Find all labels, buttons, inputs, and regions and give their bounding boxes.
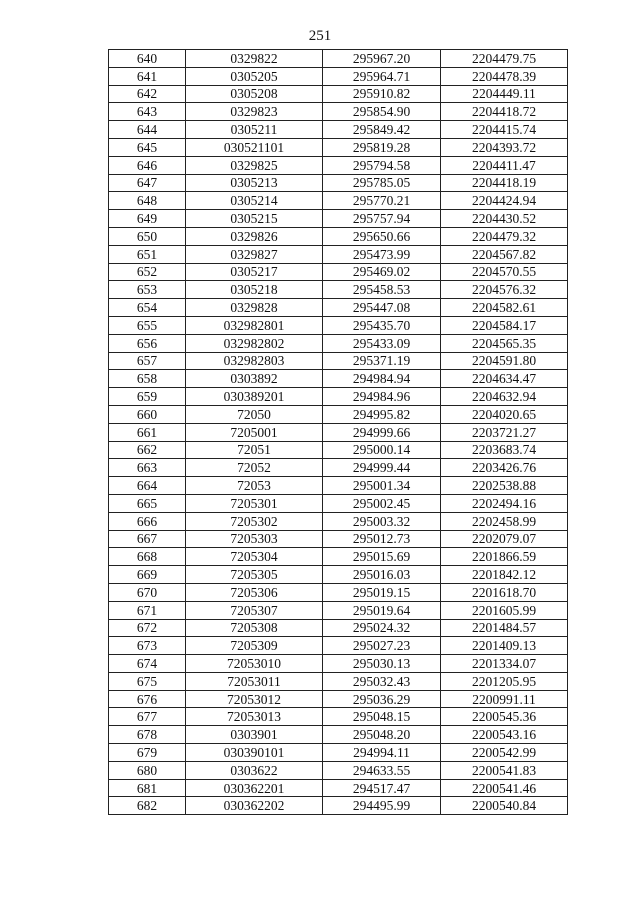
x-coordinate-cell: 295001.34 bbox=[323, 477, 441, 495]
x-coordinate-cell: 295435.70 bbox=[323, 316, 441, 334]
x-coordinate-cell: 295964.71 bbox=[323, 67, 441, 85]
table-row bbox=[109, 352, 568, 370]
point-code-cell: 032982803 bbox=[186, 352, 323, 370]
y-coordinate-cell: 2201866.59 bbox=[441, 548, 568, 566]
point-number-cell: 676 bbox=[109, 690, 186, 708]
point-number-cell: 648 bbox=[109, 192, 186, 210]
y-coordinate-cell: 2200540.84 bbox=[441, 797, 568, 815]
point-code-cell: 030362202 bbox=[186, 797, 323, 815]
table-row bbox=[109, 744, 568, 762]
x-coordinate-cell: 295015.69 bbox=[323, 548, 441, 566]
table-row bbox=[109, 423, 568, 441]
point-number-cell: 662 bbox=[109, 441, 186, 459]
table-row bbox=[109, 174, 568, 192]
x-coordinate-cell: 295019.64 bbox=[323, 601, 441, 619]
point-number-cell: 672 bbox=[109, 619, 186, 637]
table-row bbox=[109, 619, 568, 637]
table-row bbox=[109, 316, 568, 334]
y-coordinate-cell: 2204393.72 bbox=[441, 138, 568, 156]
y-coordinate-cell: 2204582.61 bbox=[441, 299, 568, 317]
point-code-cell: 0305208 bbox=[186, 85, 323, 103]
x-coordinate-cell: 295967.20 bbox=[323, 50, 441, 68]
x-coordinate-cell: 295785.05 bbox=[323, 174, 441, 192]
x-coordinate-cell: 295027.23 bbox=[323, 637, 441, 655]
table-row bbox=[109, 334, 568, 352]
y-coordinate-cell: 2204430.52 bbox=[441, 210, 568, 228]
page-number: 251 bbox=[308, 28, 332, 44]
y-coordinate-cell: 2200541.46 bbox=[441, 779, 568, 797]
point-code-cell: 0305211 bbox=[186, 121, 323, 139]
point-code-cell: 0329822 bbox=[186, 50, 323, 68]
point-code-cell: 72052 bbox=[186, 459, 323, 477]
y-coordinate-cell: 2204584.17 bbox=[441, 316, 568, 334]
table-row bbox=[109, 708, 568, 726]
y-coordinate-cell: 2201484.57 bbox=[441, 619, 568, 637]
table-row bbox=[109, 103, 568, 121]
y-coordinate-cell: 2200545.36 bbox=[441, 708, 568, 726]
point-number-cell: 664 bbox=[109, 477, 186, 495]
x-coordinate-cell: 294495.99 bbox=[323, 797, 441, 815]
point-code-cell: 0329827 bbox=[186, 245, 323, 263]
table-row bbox=[109, 583, 568, 601]
y-coordinate-cell: 2201605.99 bbox=[441, 601, 568, 619]
point-number-cell: 650 bbox=[109, 227, 186, 245]
x-coordinate-cell: 295371.19 bbox=[323, 352, 441, 370]
point-code-cell: 7205303 bbox=[186, 530, 323, 548]
x-coordinate-cell: 294999.44 bbox=[323, 459, 441, 477]
point-code-cell: 0305218 bbox=[186, 281, 323, 299]
table-row bbox=[109, 121, 568, 139]
y-coordinate-cell: 2204567.82 bbox=[441, 245, 568, 263]
point-number-cell: 659 bbox=[109, 388, 186, 406]
point-code-cell: 7205309 bbox=[186, 637, 323, 655]
point-code-cell: 0305217 bbox=[186, 263, 323, 281]
y-coordinate-cell: 2201205.95 bbox=[441, 672, 568, 690]
point-number-cell: 653 bbox=[109, 281, 186, 299]
point-code-cell: 030389201 bbox=[186, 388, 323, 406]
table-row bbox=[109, 761, 568, 779]
y-coordinate-cell: 2204479.32 bbox=[441, 227, 568, 245]
point-number-cell: 660 bbox=[109, 405, 186, 423]
point-code-cell: 0305213 bbox=[186, 174, 323, 192]
x-coordinate-cell: 295002.45 bbox=[323, 494, 441, 512]
point-number-cell: 667 bbox=[109, 530, 186, 548]
table-row bbox=[109, 637, 568, 655]
table-row bbox=[109, 494, 568, 512]
table-row bbox=[109, 263, 568, 281]
point-number-cell: 649 bbox=[109, 210, 186, 228]
table-row bbox=[109, 370, 568, 388]
table-row bbox=[109, 441, 568, 459]
x-coordinate-cell: 295030.13 bbox=[323, 655, 441, 673]
table-row bbox=[109, 227, 568, 245]
y-coordinate-cell: 2204570.55 bbox=[441, 263, 568, 281]
point-number-cell: 651 bbox=[109, 245, 186, 263]
x-coordinate-cell: 294994.11 bbox=[323, 744, 441, 762]
x-coordinate-cell: 295469.02 bbox=[323, 263, 441, 281]
x-coordinate-cell: 295819.28 bbox=[323, 138, 441, 156]
table-row bbox=[109, 779, 568, 797]
point-number-cell: 643 bbox=[109, 103, 186, 121]
x-coordinate-cell: 294984.94 bbox=[323, 370, 441, 388]
table-row bbox=[109, 690, 568, 708]
table-row bbox=[109, 156, 568, 174]
table-row bbox=[109, 192, 568, 210]
point-code-cell: 032982802 bbox=[186, 334, 323, 352]
x-coordinate-cell: 295003.32 bbox=[323, 512, 441, 530]
y-coordinate-cell: 2200541.83 bbox=[441, 761, 568, 779]
x-coordinate-cell: 295757.94 bbox=[323, 210, 441, 228]
y-coordinate-cell: 2202458.99 bbox=[441, 512, 568, 530]
y-coordinate-cell: 2204449.11 bbox=[441, 85, 568, 103]
point-number-cell: 642 bbox=[109, 85, 186, 103]
y-coordinate-cell: 2204418.19 bbox=[441, 174, 568, 192]
point-number-cell: 665 bbox=[109, 494, 186, 512]
point-number-cell: 677 bbox=[109, 708, 186, 726]
point-number-cell: 675 bbox=[109, 672, 186, 690]
point-code-cell: 7205304 bbox=[186, 548, 323, 566]
table-row bbox=[109, 512, 568, 530]
point-number-cell: 674 bbox=[109, 655, 186, 673]
y-coordinate-cell: 2201334.07 bbox=[441, 655, 568, 673]
y-coordinate-cell: 2200543.16 bbox=[441, 726, 568, 744]
point-code-cell: 7205307 bbox=[186, 601, 323, 619]
y-coordinate-cell: 2201409.13 bbox=[441, 637, 568, 655]
x-coordinate-cell: 294984.96 bbox=[323, 388, 441, 406]
y-coordinate-cell: 2204415.74 bbox=[441, 121, 568, 139]
point-code-cell: 72053012 bbox=[186, 690, 323, 708]
table-row bbox=[109, 299, 568, 317]
point-code-cell: 7205301 bbox=[186, 494, 323, 512]
table-row bbox=[109, 138, 568, 156]
point-number-cell: 670 bbox=[109, 583, 186, 601]
point-number-cell: 678 bbox=[109, 726, 186, 744]
point-code-cell: 0329823 bbox=[186, 103, 323, 121]
y-coordinate-cell: 2201618.70 bbox=[441, 583, 568, 601]
x-coordinate-cell: 295000.14 bbox=[323, 441, 441, 459]
point-code-cell: 0305214 bbox=[186, 192, 323, 210]
point-code-cell: 032982801 bbox=[186, 316, 323, 334]
point-number-cell: 661 bbox=[109, 423, 186, 441]
point-number-cell: 669 bbox=[109, 566, 186, 584]
table-row bbox=[109, 85, 568, 103]
y-coordinate-cell: 2202079.07 bbox=[441, 530, 568, 548]
y-coordinate-cell: 2202494.16 bbox=[441, 494, 568, 512]
y-coordinate-cell: 2204634.47 bbox=[441, 370, 568, 388]
y-coordinate-cell: 2201842.12 bbox=[441, 566, 568, 584]
point-code-cell: 0303622 bbox=[186, 761, 323, 779]
y-coordinate-cell: 2203683.74 bbox=[441, 441, 568, 459]
table-row bbox=[109, 548, 568, 566]
x-coordinate-cell: 295024.32 bbox=[323, 619, 441, 637]
point-number-cell: 668 bbox=[109, 548, 186, 566]
point-number-cell: 652 bbox=[109, 263, 186, 281]
table-row bbox=[109, 50, 568, 68]
y-coordinate-cell: 2204418.72 bbox=[441, 103, 568, 121]
point-code-cell: 72053013 bbox=[186, 708, 323, 726]
point-code-cell: 0303901 bbox=[186, 726, 323, 744]
point-code-cell: 0329826 bbox=[186, 227, 323, 245]
x-coordinate-cell: 295036.29 bbox=[323, 690, 441, 708]
point-code-cell: 0305205 bbox=[186, 67, 323, 85]
point-code-cell: 72053010 bbox=[186, 655, 323, 673]
point-number-cell: 673 bbox=[109, 637, 186, 655]
point-number-cell: 682 bbox=[109, 797, 186, 815]
point-number-cell: 671 bbox=[109, 601, 186, 619]
y-coordinate-cell: 2204020.65 bbox=[441, 405, 568, 423]
y-coordinate-cell: 2200542.99 bbox=[441, 744, 568, 762]
coordinates-table-body bbox=[109, 50, 568, 815]
point-number-cell: 645 bbox=[109, 138, 186, 156]
x-coordinate-cell: 295854.90 bbox=[323, 103, 441, 121]
table-row bbox=[109, 388, 568, 406]
table-row bbox=[109, 281, 568, 299]
x-coordinate-cell: 295650.66 bbox=[323, 227, 441, 245]
x-coordinate-cell: 295458.53 bbox=[323, 281, 441, 299]
point-number-cell: 679 bbox=[109, 744, 186, 762]
x-coordinate-cell: 294633.55 bbox=[323, 761, 441, 779]
x-coordinate-cell: 295048.20 bbox=[323, 726, 441, 744]
table-row bbox=[109, 655, 568, 673]
table-row bbox=[109, 601, 568, 619]
x-coordinate-cell: 294995.82 bbox=[323, 405, 441, 423]
x-coordinate-cell: 295032.43 bbox=[323, 672, 441, 690]
y-coordinate-cell: 2204411.47 bbox=[441, 156, 568, 174]
table-row bbox=[109, 530, 568, 548]
x-coordinate-cell: 295794.58 bbox=[323, 156, 441, 174]
point-number-cell: 656 bbox=[109, 334, 186, 352]
point-code-cell: 7205305 bbox=[186, 566, 323, 584]
point-number-cell: 681 bbox=[109, 779, 186, 797]
x-coordinate-cell: 295048.15 bbox=[323, 708, 441, 726]
x-coordinate-cell: 295433.09 bbox=[323, 334, 441, 352]
x-coordinate-cell: 295012.73 bbox=[323, 530, 441, 548]
point-number-cell: 646 bbox=[109, 156, 186, 174]
x-coordinate-cell: 295770.21 bbox=[323, 192, 441, 210]
y-coordinate-cell: 2204591.80 bbox=[441, 352, 568, 370]
point-code-cell: 0305215 bbox=[186, 210, 323, 228]
point-number-cell: 654 bbox=[109, 299, 186, 317]
table-row bbox=[109, 477, 568, 495]
x-coordinate-cell: 295910.82 bbox=[323, 85, 441, 103]
y-coordinate-cell: 2203426.76 bbox=[441, 459, 568, 477]
point-code-cell: 7205001 bbox=[186, 423, 323, 441]
point-code-cell: 72051 bbox=[186, 441, 323, 459]
x-coordinate-cell: 295849.42 bbox=[323, 121, 441, 139]
y-coordinate-cell: 2202538.88 bbox=[441, 477, 568, 495]
point-code-cell: 0303892 bbox=[186, 370, 323, 388]
y-coordinate-cell: 2203721.27 bbox=[441, 423, 568, 441]
point-number-cell: 663 bbox=[109, 459, 186, 477]
y-coordinate-cell: 2204576.32 bbox=[441, 281, 568, 299]
point-code-cell: 72053011 bbox=[186, 672, 323, 690]
point-code-cell: 030362201 bbox=[186, 779, 323, 797]
point-number-cell: 655 bbox=[109, 316, 186, 334]
point-number-cell: 658 bbox=[109, 370, 186, 388]
x-coordinate-cell: 294999.66 bbox=[323, 423, 441, 441]
point-code-cell: 030390101 bbox=[186, 744, 323, 762]
point-code-cell: 72053 bbox=[186, 477, 323, 495]
y-coordinate-cell: 2204479.75 bbox=[441, 50, 568, 68]
point-code-cell: 7205306 bbox=[186, 583, 323, 601]
y-coordinate-cell: 2204565.35 bbox=[441, 334, 568, 352]
point-number-cell: 641 bbox=[109, 67, 186, 85]
x-coordinate-cell: 295447.08 bbox=[323, 299, 441, 317]
point-code-cell: 7205302 bbox=[186, 512, 323, 530]
x-coordinate-cell: 295019.15 bbox=[323, 583, 441, 601]
point-number-cell: 680 bbox=[109, 761, 186, 779]
table-row bbox=[109, 672, 568, 690]
table-row bbox=[109, 566, 568, 584]
x-coordinate-cell: 295473.99 bbox=[323, 245, 441, 263]
point-number-cell: 647 bbox=[109, 174, 186, 192]
table-row bbox=[109, 67, 568, 85]
table-row bbox=[109, 797, 568, 815]
y-coordinate-cell: 2204424.94 bbox=[441, 192, 568, 210]
y-coordinate-cell: 2204478.39 bbox=[441, 67, 568, 85]
x-coordinate-cell: 294517.47 bbox=[323, 779, 441, 797]
coordinates-table bbox=[108, 49, 568, 815]
point-number-cell: 644 bbox=[109, 121, 186, 139]
point-number-cell: 657 bbox=[109, 352, 186, 370]
point-code-cell: 72050 bbox=[186, 405, 323, 423]
point-code-cell: 7205308 bbox=[186, 619, 323, 637]
table-row bbox=[109, 459, 568, 477]
table-row bbox=[109, 210, 568, 228]
table-row bbox=[109, 245, 568, 263]
y-coordinate-cell: 2200991.11 bbox=[441, 690, 568, 708]
table-row bbox=[109, 405, 568, 423]
point-code-cell: 0329825 bbox=[186, 156, 323, 174]
point-number-cell: 666 bbox=[109, 512, 186, 530]
point-code-cell: 030521101 bbox=[186, 138, 323, 156]
table-row bbox=[109, 726, 568, 744]
x-coordinate-cell: 295016.03 bbox=[323, 566, 441, 584]
point-number-cell: 640 bbox=[109, 50, 186, 68]
point-code-cell: 0329828 bbox=[186, 299, 323, 317]
y-coordinate-cell: 2204632.94 bbox=[441, 388, 568, 406]
